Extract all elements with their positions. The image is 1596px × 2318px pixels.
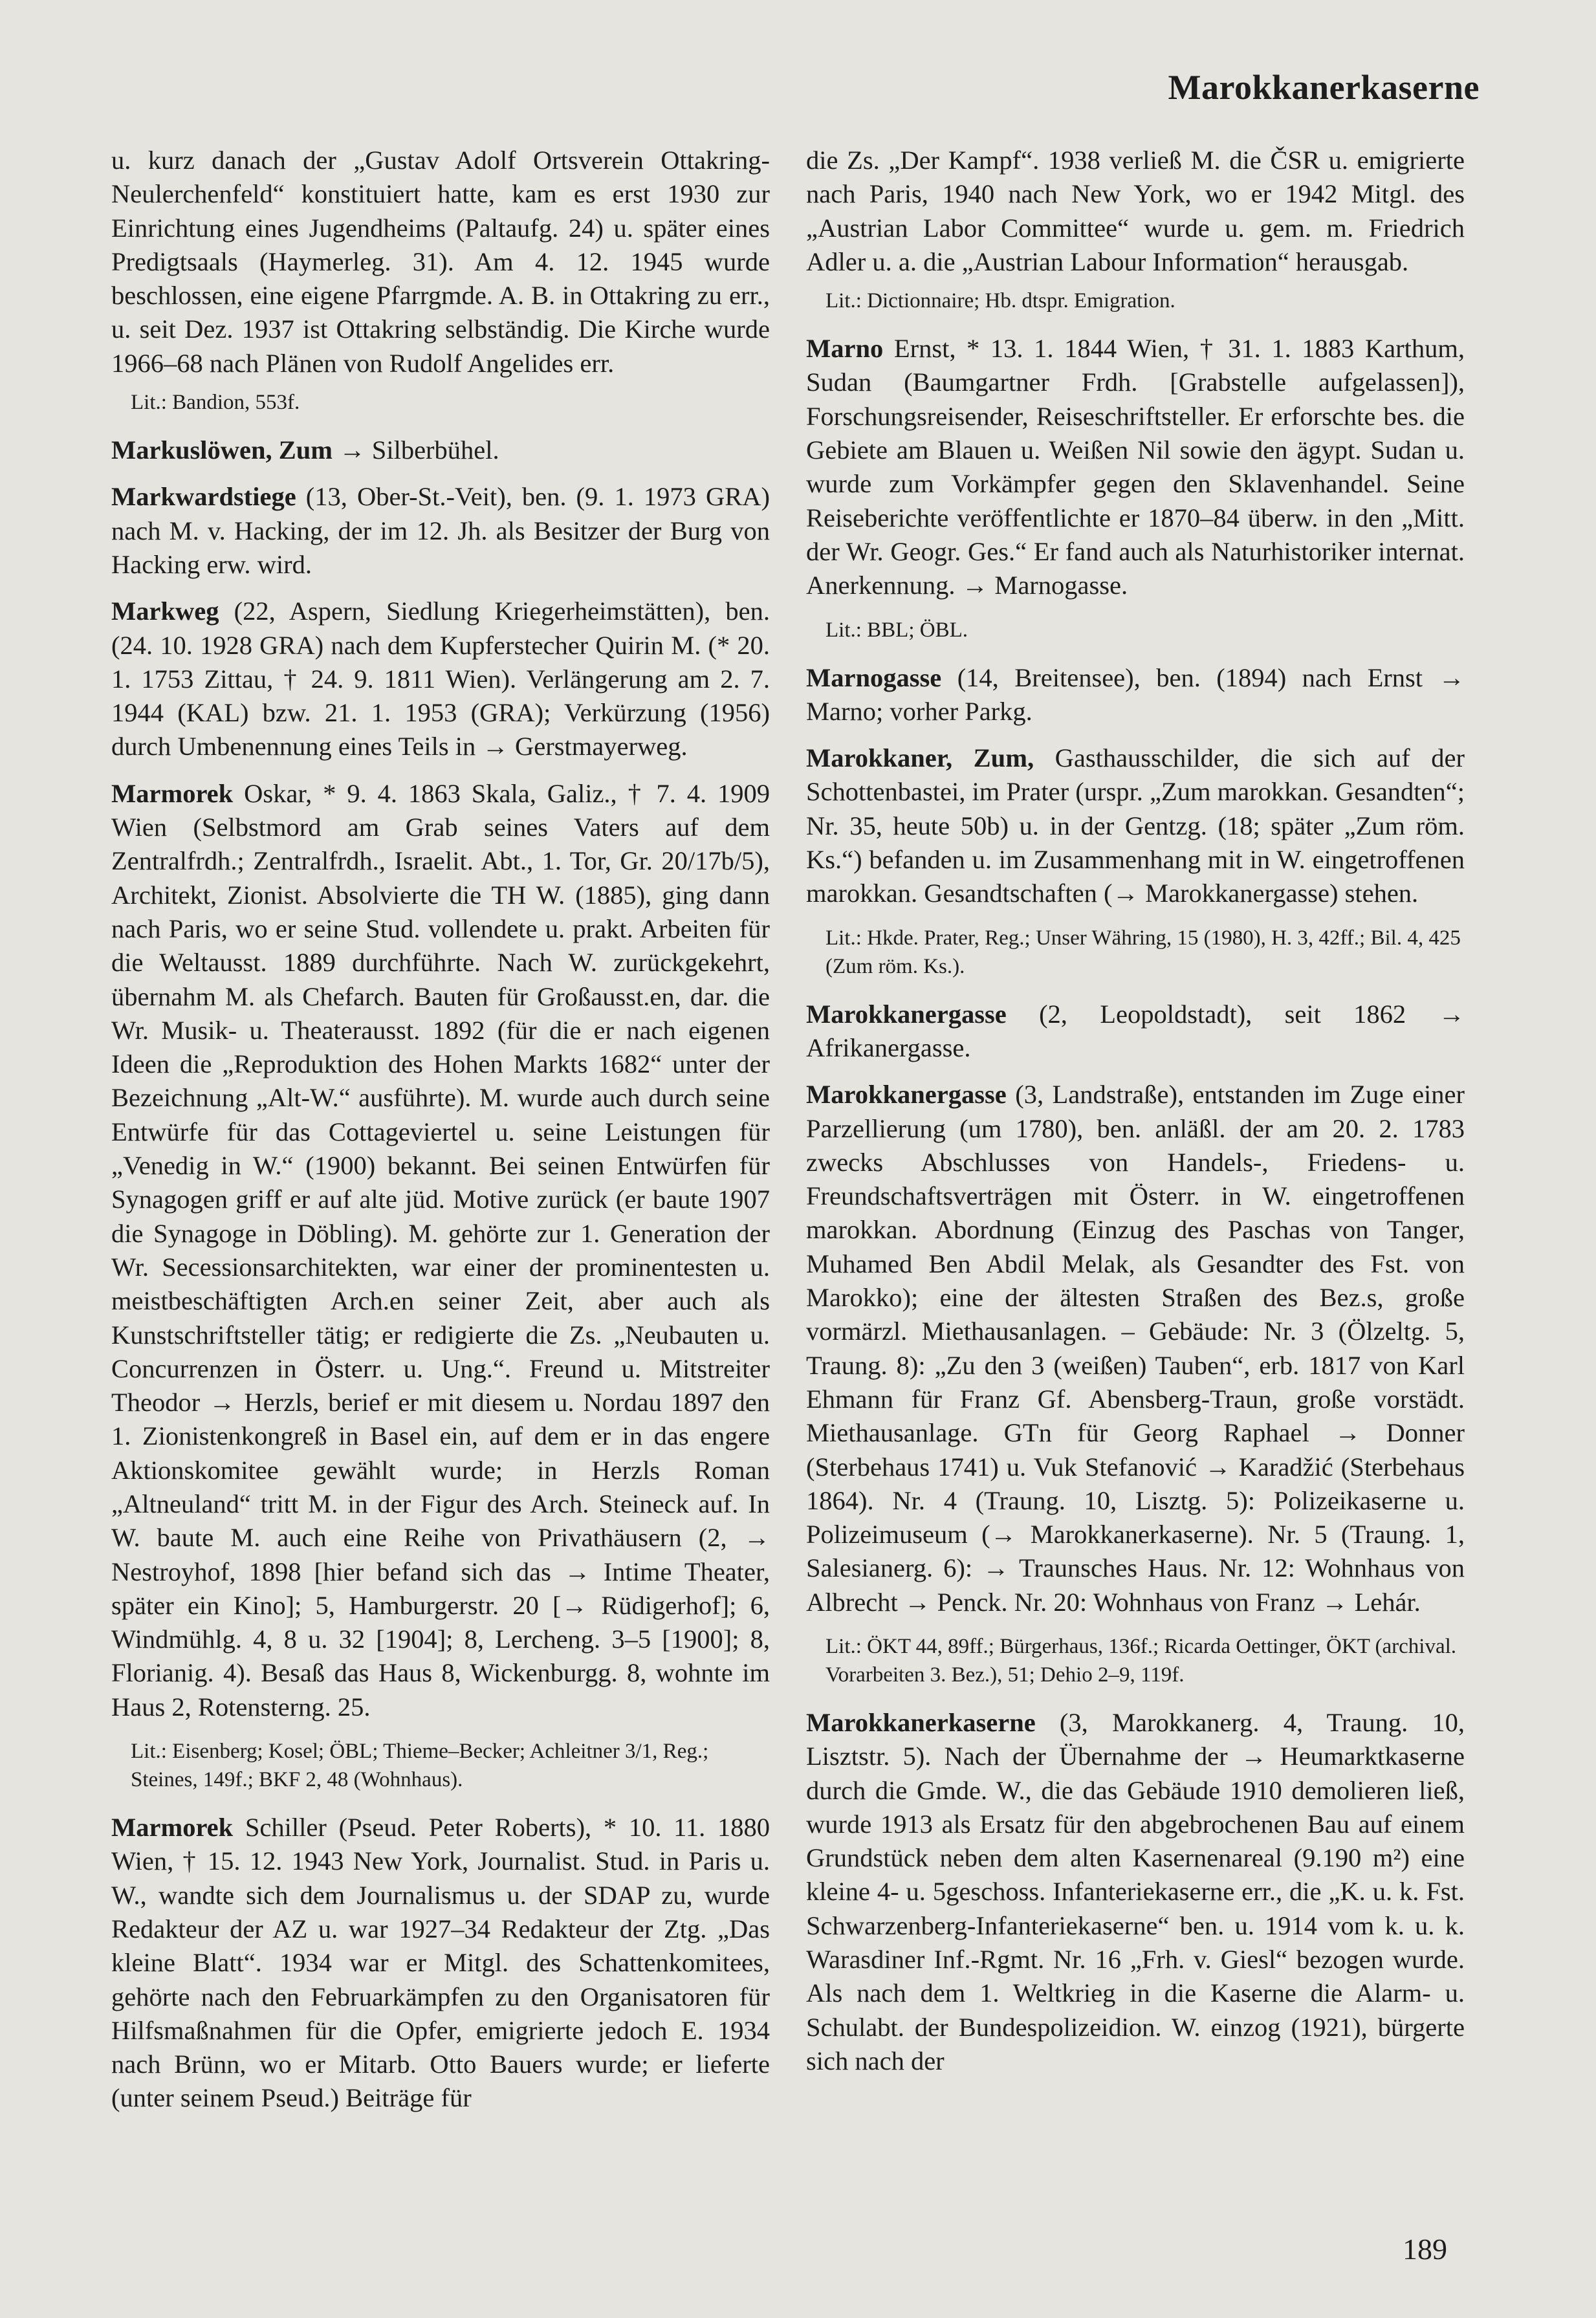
entry-text: Ernst, * 13. 1. 1844 Wien, † 31. 1. 1883 Karthum, Sudan (Baumgartner Frdh. [Grabstelle aufgelassen]), Forschungsreisender, Reiseschriftsteller. Er erforschte bes. die Gebiete am Blauen u. Weißen Nil sowie den ägypt. Sudan u. wurde zum Vorkämpfer gegen den Sklavenhandel. Seine Reiseberichte veröffentlichte er 1870–84 überw. in den „Mitt. der Wr. Geogr. Ges.“ Er fand auch als Naturhistoriker internat. Anerkennung. → Marnogasse. [806, 334, 1465, 600]
dictionary-entry [806, 1706, 1465, 2078]
entry-headword: Marmorek [111, 1813, 234, 1842]
dictionary-entry [111, 777, 770, 1724]
dictionary-entry [111, 1811, 770, 2116]
dictionary-entry [111, 144, 770, 380]
entry-headword: Markwardstiege [111, 482, 296, 512]
entry-text: → Silberbühel. [339, 435, 499, 465]
entry-text: u. kurz danach der „Gustav Adolf Ortsverein Ottakring-Neulerchenfeld“ konstituiert hatte, kam es erst 1930 zur Einrichtung eines Jugendheims (Paltaufg. 24) u. später eines Predigtsaals (Haymerleg. 31). Am 4. 12. 1945 wurde beschlossen, eine eigene Pfarrgmde. A. B. in Ottakring zu err., u. seit Dez. 1937 ist Ottakring selbständig. Die Kirche wurde 1966–68 nach Plänen von Rudolf Angelides err. [111, 146, 770, 378]
entry-headword: Marmorek [111, 778, 234, 808]
right-column [806, 144, 1465, 2091]
entry-headword: Marokkanergasse [806, 999, 1007, 1029]
entry-text: (14, Breitensee), ben. (1894) nach Ernst → Marno; vorher Parkg. [806, 662, 1465, 726]
entry-literature: Lit.: ÖKT 44, 89ff.; Bürgerhaus, 136f.; Ricarda Oettinger, ÖKT (archival. Vorarbeiten 3. Bez.), 51; Dehio 2–9, 119f. [825, 1634, 1457, 1687]
dictionary-entry [806, 661, 1465, 729]
entry-headword: Marno [806, 334, 884, 364]
entry-headword: Markweg [111, 596, 219, 626]
entry-headword: Marokkanergasse [806, 1080, 1007, 1110]
dictionary-entry [806, 741, 1465, 910]
dictionary-entry [806, 144, 1465, 279]
entry-literature: Lit.: Eisenberg; Kosel; ÖBL; Thieme–Becker; Achleitner 3/1, Reg.; Steines, 149f.; BKF 2, 48 (Wohnhaus). [131, 1740, 709, 1792]
dictionary-entry [111, 595, 770, 763]
entry-text: (22, Aspern, Siedlung Kriegerheimstätten), ben. (24. 10. 1928 GRA) nach dem Kupferstecher Quirin M. (* 20. 1. 1753 Zittau, † 24. 9. 1811 Wien). Verlängerung am 2. 7. 1944 (KAL) bzw. 21. 1. 1953 (GRA); Verkürzung (1956) durch Umbenennung eines Teils in → Gerstmayerweg. [111, 596, 770, 761]
entry-text: (3, Landstraße), entstanden im Zuge einer Parzellierung (um 1780), ben. anläßl. der am 20. 2. 1783 zwecks Abschlusses von Handels-, Friedens- u. Freundschaftsverträgen mit Österr. in W. eingetroffenen marokkan. Abordnung (Einzug des Paschas von Tanger, Muhamed Ben Abdil Melak, als Gesandter des Fst. von Marokko); eine der ältesten Straßen des Bez.s, große vormärzl. Miethausanlagen. – Gebäude: Nr. 3 (Ölzeltg. 5, Traung. 8): „Zu den 3 (weißen) Tauben“, erb. 1817 von Karl Ehmann für Franz Gf. Abensberg-Traun, große vorstädt. Miethausanlage. GTn für Georg Raphael → Donner (Sterbehaus 1741) u. Vuk Stefanović → Karadžić (Sterbehaus 1864). Nr. 4 (Traung. 10, Lisztg. 5): Polizeikaserne u. Polizeimuseum (→ Marokkanerkaserne). Nr. 5 (Traung. 1, Salesianerg. 6): → Traunsches Haus. Nr. 12: Wohnhaus von Albrecht → Penck. Nr. 20: Wohnhaus von Franz → Lehár. [806, 1080, 1465, 1617]
entry-text: die Zs. „Der Kampf“. 1938 verließ M. die ČSR u. emigrierte nach Paris, 1940 nach New York, wo er 1942 Mitgl. des „Austrian Labor Committee“ wurde u. gem. m. Friedrich Adler u. a. die „Austrian Labour Information“ herausgab. [806, 146, 1465, 276]
entry-literature: Lit.: Bandion, 553f. [131, 391, 300, 415]
entry-literature: Lit.: Hkde. Prater, Reg.; Unser Währing, 15 (1980), H. 3, 42ff.; Bil. 4, 425 (Zum röm. Ks.). [825, 926, 1461, 978]
dictionary-entry [806, 1078, 1465, 1619]
dictionary-entry [806, 998, 1465, 1066]
entry-text: Schiller (Pseud. Peter Roberts), * 10. 11. 1880 Wien, † 15. 12. 1943 New York, Journalist. Stud. in Paris u. W., wandte sich dem Journalismus u. der SDAP zu, wurde Redakteur der AZ u. war 1927–34 Redakteur der Ztg. „Das kleine Blatt“. 1934 war er Mitgl. des Schattenkomitees, gehörte nach den Februarkämpfen zu den Organisatoren für Hilfsmaßnahmen für die Opfer, emigrierte jedoch E. 1934 nach Brünn, wo er Mitarb. Otto Bauers wurde; er lieferte (unter seinem Pseud.) Beiträge für [111, 1813, 771, 2113]
entry-headword: Markuslöwen, Zum [111, 435, 333, 465]
entry-text: Gasthausschilder, die sich auf der Schottenbastei, im Prater (urspr. „Zum marokkan. Gesandten“; Nr. 35, heute 50b) u. in der Gentzg. (18; später „Zum röm. Ks.“) befanden u. im Zusammenhang mit in W. eingetroffenen marokkan. Gesandtschaften (→ Marokkanergasse) stehen. [806, 743, 1465, 908]
running-head: Marokkanerkaserne [1168, 68, 1480, 107]
entry-headword: Marokkanerkaserne [806, 1707, 1036, 1737]
entry-headword: Marnogasse [806, 662, 942, 692]
entry-literature: Lit.: Dictionnaire; Hb. dtspr. Emigration. [825, 289, 1175, 313]
entry-text: (13, Ober-St.-Veit), ben. (9. 1. 1973 GRA) nach M. v. Hacking, der im 12. Jh. als Besitzer der Burg von Hacking erw. wird. [111, 482, 771, 579]
entry-text: Oskar, * 9. 4. 1863 Skala, Galiz., † 7. 4. 1909 Wien (Selbstmord am Grab seines Vaters auf dem Zentralfrdh.; Zentralfrdh., Israelit. Abt., 1. Tor, Gr. 20/17b/5), Architekt, Zionist. Absolvierte die TH W. (1885), ging dann nach Paris, wo er seine Stud. vollendete u. prakt. Arbeiten für die Weltausst. 1889 durchführte. Nach W. zurückgekehrt, übernahm M. als Chefarch. Bauten für Großausst.en, dar. die Wr. Musik- u. Theaterausst. 1892 (für die er nach eigenen Ideen die „Reproduktion des Hohen Markts 1682“ unter der Bezeichnung „Alt-W.“ ausführte). M. wurde auch durch seine Entwürfe für das Cottageviertel u. seine Leistungen für „Venedig in W.“ (1900) bekannt. Bei seinen Entwürfen für Synagogen griff er auf alte jüd. Motive zurück (er baute 1907 die Synagoge in Döbling). M. gehörte zur 1. Generation der Wr. Secessionsarchitekten, war einer der prominentesten u. meistbeschäftigten Arch.en seiner Zeit, aber auch als Kunstschriftsteller tätig; er redigierte die Zs. „Neubauten u. Concurrenzen in Österr. u. Ung.“. Freund u. Mitstreiter Theodor → Herzls, berief er mit diesem u. Nordau 1897 den 1. Zionistenkongreß in Basel ein, auf dem er in das engere Aktionskomitee gewählt wurde; in Herzls Roman „Altneuland“ tritt M. in der Figur des Arch. Steineck auf. In W. baute M. auch eine Reihe von Privathäusern (2, → Nestroyhof, 1898 [hier befand sich das → Intime Theater, später ein Kino]; 5, Hamburgerstr. 20 [→ Rüdigerhof]; 6, Windmühlg. 4, 8 u. 32 [1904]; 8, Lercheng. 3–5 [1900]; 8, Florianig. 4). Besaß das Haus 8, Wickenburgg. 8, wohnte im Haus 2, Rotensterng. 25. [111, 778, 770, 1722]
dictionary-entry [111, 433, 770, 467]
dictionary-entry [806, 332, 1465, 602]
dictionary-entry [111, 480, 770, 582]
left-column [111, 144, 770, 2128]
entry-headword: Marokkaner, Zum, [806, 743, 1034, 773]
page-number: 189 [1403, 2233, 1447, 2266]
entry-text: (3, Marokkanerg. 4, Traung. 10, Lisztstr. 5). Nach der Übernahme der → Heumarktkaserne durch die Gmde. W., die das Gebäude 1910 demolieren ließ, wurde 1913 als Ersatz für den abgebrochenen Bau auf einem Grundstück neben dem alten Kasernenareal (9.190 m²) eine kleine 4- u. 5geschoss. Infanteriekaserne err., die „K. u. k. Fst. Schwarzenberg-Infanteriekaserne“ ben. u. 1914 vom k. u. k. Warasdiner Inf.-Rgmt. Nr. 16 „Frh. v. Giesl“ bezogen wurde. Als nach dem 1. Weltkrieg in die Kaserne die Alarm- u. Schulabt. der Bundespolizeidion. W. einzog (1921), bürgerte sich nach der [806, 1707, 1465, 2075]
entry-literature: Lit.: BBL; ÖBL. [825, 618, 968, 642]
entry-text: (2, Leopoldstadt), seit 1862 → Afrikanergasse. [806, 999, 1465, 1062]
